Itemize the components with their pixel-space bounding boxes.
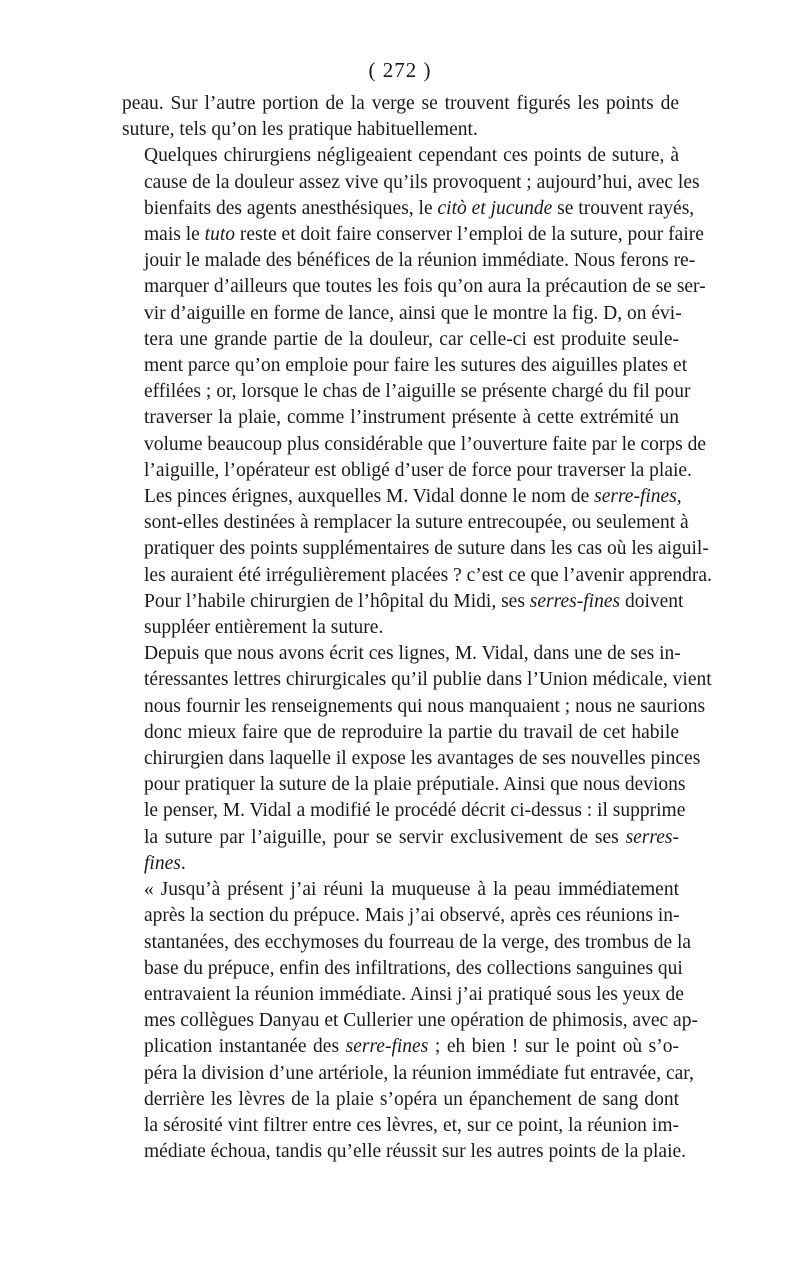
text-line: [122, 458, 692, 484]
paragraph: [122, 484, 712, 641]
text-segment: téressantes lettres chirurgicales qu’il publie dans l’Union médicale, vient: [144, 669, 712, 691]
text-segment: se trouvent rayés,: [552, 197, 695, 219]
text-segment: suture, tels qu’on les pratique habituellement.: [122, 119, 478, 141]
text-line: [122, 536, 709, 562]
text-line: [122, 353, 688, 379]
text-segment: médiate échoua, tandis qu’elle réussit sur les autres points de la plaie.: [144, 1141, 687, 1163]
text-line: [122, 1087, 679, 1113]
text-segment: .: [180, 852, 186, 874]
text-segment: suppléer entièrement la suture.: [144, 617, 384, 639]
text-segment: effilées ; or, lorsque le chas de l’aiguille se présente chargé du fil pour: [144, 381, 691, 403]
text-line: [122, 91, 679, 117]
text-line: [122, 982, 684, 1008]
paragraph: [122, 877, 698, 1165]
text-line: [122, 746, 701, 772]
text-segment: volume beaucoup plus considérable que l’ouverture faite par le corps de: [144, 433, 707, 455]
text-segment: sont-elles destinées à remplacer la suture entrecoupée, ou seulement à: [144, 512, 689, 534]
text-segment: traverser la plaie, comme l’instrument présente à cette extrémité un: [144, 407, 679, 429]
text-line: [122, 563, 712, 589]
text-line: [122, 1008, 698, 1034]
text-line: [122, 851, 679, 877]
italic-text: serres-fines: [529, 590, 621, 612]
text-segment: doivent: [620, 590, 684, 612]
text-line: [122, 877, 679, 903]
text-line: [122, 196, 695, 222]
text-segment: Pour l’habile chirurgien de l’hôpital du Midi, ses: [144, 590, 530, 612]
text-line: [122, 484, 682, 510]
text-segment: pour pratiquer la suture de la plaie préputiale. Ainsi que nous devions: [144, 774, 686, 796]
italic-text: tuto: [204, 224, 235, 246]
text-line: [122, 510, 689, 536]
text-segment: ; eh bien ! sur le point où s’o-: [428, 1036, 679, 1058]
text-line: [122, 170, 700, 196]
text-line: [122, 720, 679, 746]
text-line: [122, 274, 706, 300]
text-line: [122, 327, 679, 353]
text-segment: le penser, M. Vidal a modifié le procédé décrit ci-dessus : il supprime: [144, 800, 686, 822]
paragraph: [122, 91, 679, 143]
text-line: [122, 1113, 679, 1139]
text-segment: « Jusqu’à présent j’ai réuni la muqueuse à la peau immédiatement: [144, 879, 679, 901]
text-line: [122, 248, 696, 274]
text-segment: la suture par l’aiguille, pour se servir exclusivement de ses: [144, 826, 626, 848]
italic-text: fines: [144, 852, 181, 874]
text-line: [122, 825, 679, 851]
text-segment: base du prépuce, enfin des infiltrations, des collections sanguines qui: [144, 957, 683, 979]
text-segment: peau. Sur l’autre portion de la verge se trouvent figurés les points de: [122, 93, 679, 114]
text-line: [122, 641, 679, 667]
paragraph: [122, 143, 707, 484]
text-line: [122, 222, 704, 248]
text-line: [122, 117, 679, 143]
text-segment: cause de la douleur assez vive qu’ils provoquent ; aujourd’hui, avec les: [144, 171, 700, 193]
italic-text: citò et jucunde: [437, 197, 553, 219]
text-segment: les auraient été irrégulièrement placées ? c’est ce que l’avenir apprendra.: [144, 564, 712, 586]
text-segment: pratiquer des points supplémentaires de suture dans les cas où les aiguil-: [144, 538, 709, 560]
body-text: [122, 91, 712, 1165]
text-segment: chirurgien dans laquelle il expose les avantages de ses nouvelles pinces: [144, 748, 701, 770]
text-segment: après la section du prépuce. Mais j’ai observé, après ces réunions in-: [144, 905, 680, 927]
paragraph: [122, 641, 712, 877]
text-line: [122, 405, 679, 431]
text-line: [122, 615, 679, 641]
text-segment: la sérosité vint filtrer entre ces lèvres, et, sur ce point, la réunion im-: [144, 1114, 679, 1136]
text-segment: Quelques chirurgiens négligeaient cependant ces points de suture, à: [144, 145, 679, 167]
text-line: [122, 930, 692, 956]
text-line: [122, 903, 679, 929]
text-line: [122, 589, 684, 615]
text-segment: donc mieux faire que de reproduire la partie du travail de cet habile: [144, 721, 679, 743]
italic-text: serre-fines,: [594, 486, 682, 508]
text-segment: l’aiguille, l’opérateur est obligé d’user de force pour traverser la plaie.: [144, 459, 692, 481]
text-line: [122, 694, 706, 720]
italic-text: serre-fines: [345, 1036, 429, 1058]
text-segment: marquer d’ailleurs que toutes les fois qu’on aura la précaution de se ser-: [144, 276, 706, 298]
text-segment: plication instantanée des: [144, 1036, 346, 1058]
text-line: [122, 379, 691, 405]
text-line: [122, 798, 686, 824]
text-line: [122, 143, 679, 169]
page-number: ( 272 ): [368, 58, 432, 82]
text-segment: bienfaits des agents anesthésiques, le: [144, 197, 438, 219]
text-segment: ment parce qu’on emploie pour faire les sutures des aiguilles plates et: [144, 355, 688, 377]
text-line: [122, 772, 686, 798]
text-segment: Depuis que nous avons écrit ces lignes, M. Vidal, dans une de ses in-: [144, 643, 681, 665]
text-segment: stantanées, des ecchymoses du fourreau de la verge, des trombus de la: [144, 931, 692, 953]
text-segment: vir d’aiguille en forme de lance, ainsi que le montre la fig. D, on évi-: [144, 302, 682, 324]
text-line: [122, 1139, 687, 1165]
text-segment: péra la division d’une artériole, la réunion immédiate fut entravée, car,: [144, 1062, 694, 1084]
text-line: [122, 1034, 679, 1060]
text-segment: jouir le malade des bénéfices de la réunion immédiate. Nous ferons re-: [144, 250, 696, 272]
text-line: [122, 301, 682, 327]
text-segment: reste et doit faire conserver l’emploi de la suture, pour faire: [235, 224, 704, 246]
text-segment: nous fournir les renseignements qui nous manquaient ; nous ne saurions: [144, 695, 706, 717]
text-segment: derrière les lèvres de la plaie s’opéra un épanchement de sang dont: [144, 1088, 679, 1110]
text-line: [122, 956, 683, 982]
text-line: [122, 1061, 694, 1087]
italic-text: serres-: [625, 826, 679, 848]
text-segment: tera une grande partie de la douleur, car celle-ci est produite seule-: [144, 328, 679, 350]
text-segment: mes collègues Danyau et Cullerier une opération de phimosis, avec ap-: [144, 1010, 698, 1032]
text-segment: Les pinces érignes, auxquelles M. Vidal donne le nom de: [144, 486, 595, 508]
text-line: [122, 432, 707, 458]
text-line: [122, 667, 712, 693]
text-segment: entravaient la réunion immédiate. Ainsi j’ai pratiqué sous les yeux de: [144, 983, 684, 1005]
text-segment: mais le: [144, 224, 205, 246]
